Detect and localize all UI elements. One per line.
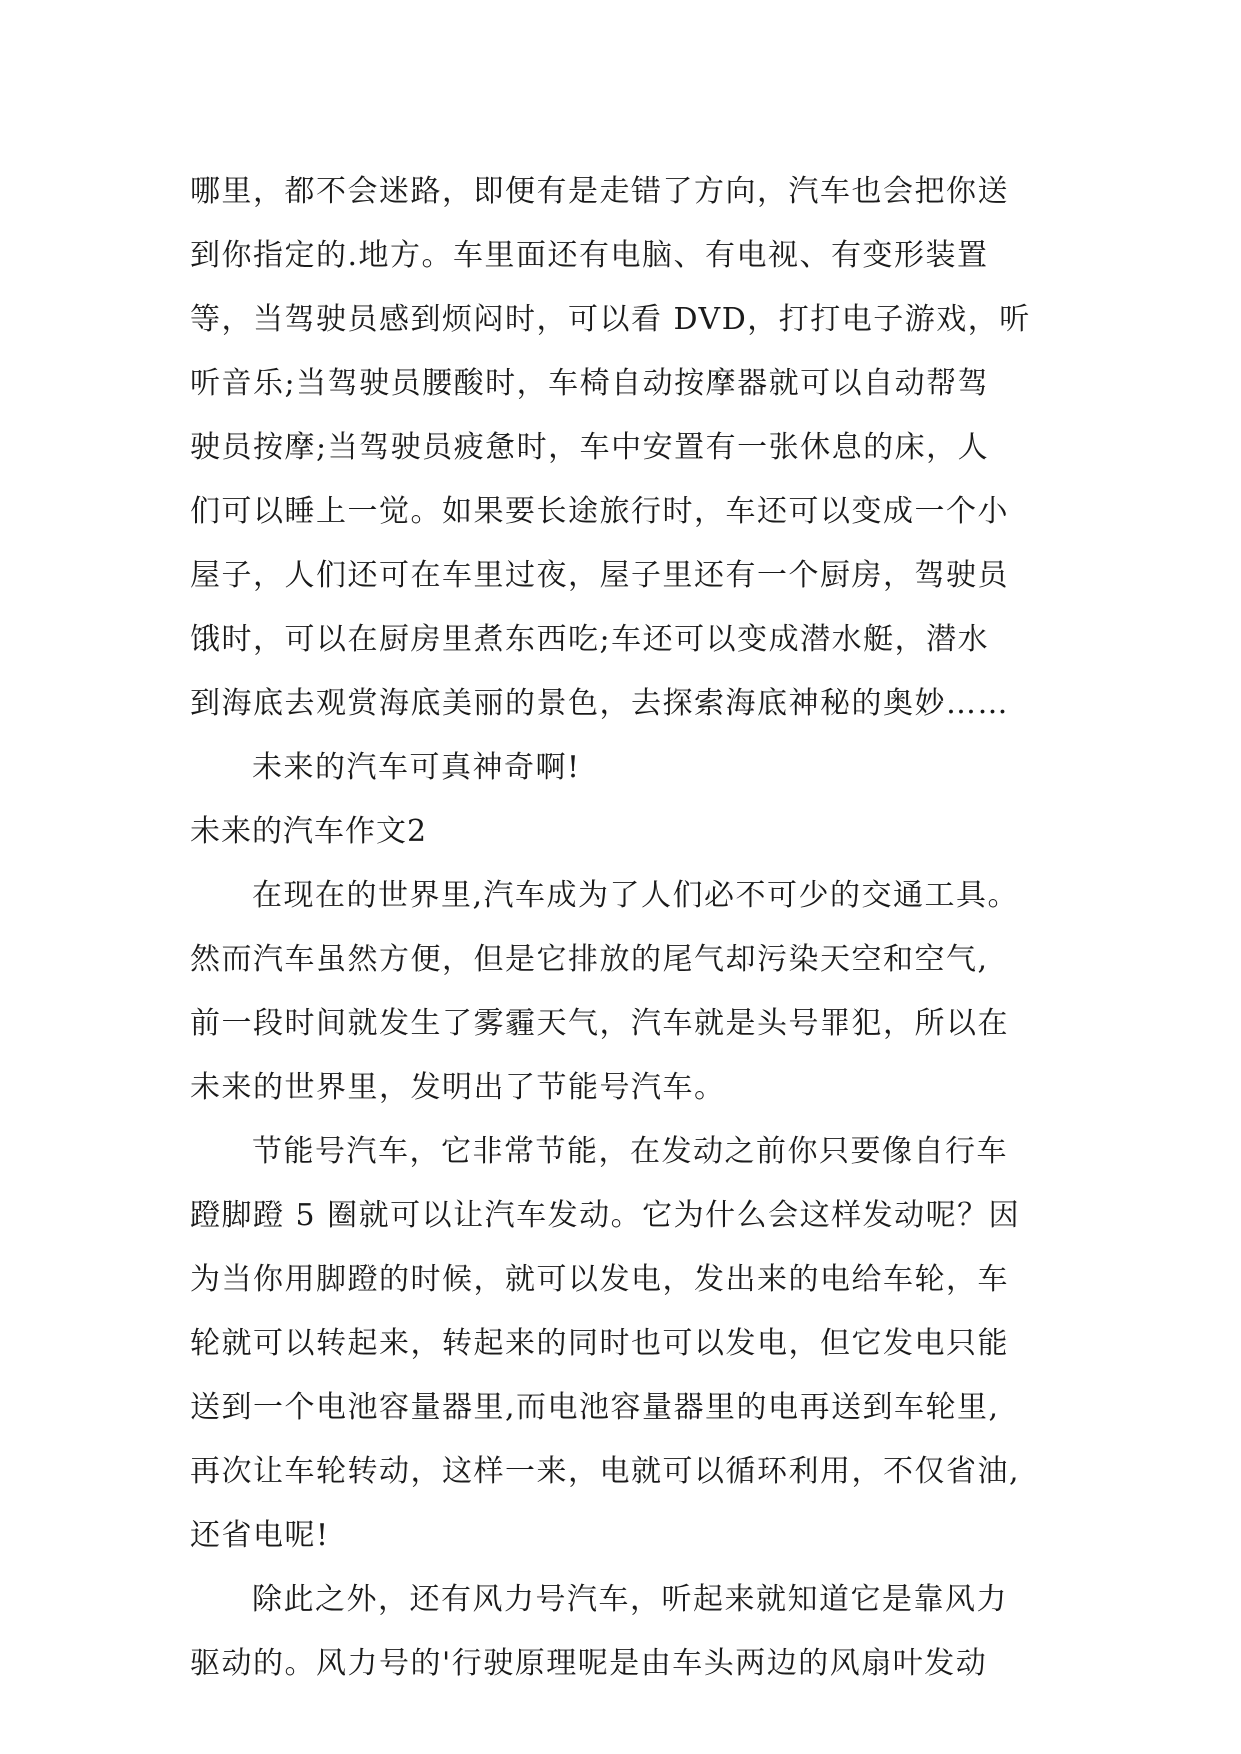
text-line: 再次让车轮转动，这样一来，电就可以循环利用，不仅省油, [190,1454,1021,1489]
document-body [190,160,1058,1696]
text-line: 蹬脚蹬 5 圈就可以让汽车发动。它为什么会这样发动呢？因 [190,1198,1021,1233]
paragraph-start-line: 未来的汽车可真神奇啊! [252,750,581,785]
text-line: 听音乐;当驾驶员腰酸时，车椅自动按摩器就可以自动帮驾 [190,366,990,401]
text-line: 等，当驾驶员感到烦闷时，可以看 DVD，打打电子游戏，听 [190,302,1031,337]
text-line: 前一段时间就发生了雾霾天气，汽车就是头号罪犯，所以在 [190,1006,1009,1041]
text-line: 轮就可以转起来，转起来的同时也可以发电，但它发电只能 [190,1326,1009,1361]
text-line: 驶员按摩;当驾驶员疲惫时，车中安置有一张休息的床，人 [190,430,990,465]
text-line: 还省电呢! [190,1518,330,1553]
text-line: 饿时，可以在厨房里煮东西吃;车还可以变成潜水艇，潜水 [190,622,990,657]
text-line: 为当你用脚蹬的时候，就可以发电，发出来的电给车轮，车 [190,1262,1009,1297]
text-line: 到海底去观赏海底美丽的景色，去探索海底神秘的奥妙…… [190,686,1009,721]
text-line: 然而汽车虽然方便，但是它排放的尾气却污染天空和空气, [190,942,989,977]
paragraph-start-line: 在现在的世界里,汽车成为了人们必不可少的交通工具。 [252,878,1020,913]
paragraph-start-line: 除此之外，还有风力号汽车，听起来就知道它是靠风力 [252,1582,1008,1617]
section-heading: 未来的汽车作文2 [190,814,428,849]
paragraph-start-line: 节能号汽车，它非常节能，在发动之前你只要像自行车 [252,1134,1008,1169]
text-line: 未来的世界里，发明出了节能号汽车。 [190,1070,726,1105]
text-line: 们可以睡上一觉。如果要长途旅行时，车还可以变成一个小 [190,494,1009,529]
text-line: 哪里，都不会迷路，即便有是走错了方向，汽车也会把你送 [190,174,1009,209]
text-line: 到你指定的.地方。车里面还有电脑、有电视、有变形装置 [190,238,989,273]
text-line: 驱动的。风力号的'行驶原理呢是由车头两边的风扇叶发动 [190,1646,988,1681]
text-line: 屋子，人们还可在车里过夜，屋子里还有一个厨房，驾驶员 [190,558,1009,593]
text-line: 送到一个电池容量器里,而电池容量器里的电再送到车轮里, [190,1390,1000,1425]
